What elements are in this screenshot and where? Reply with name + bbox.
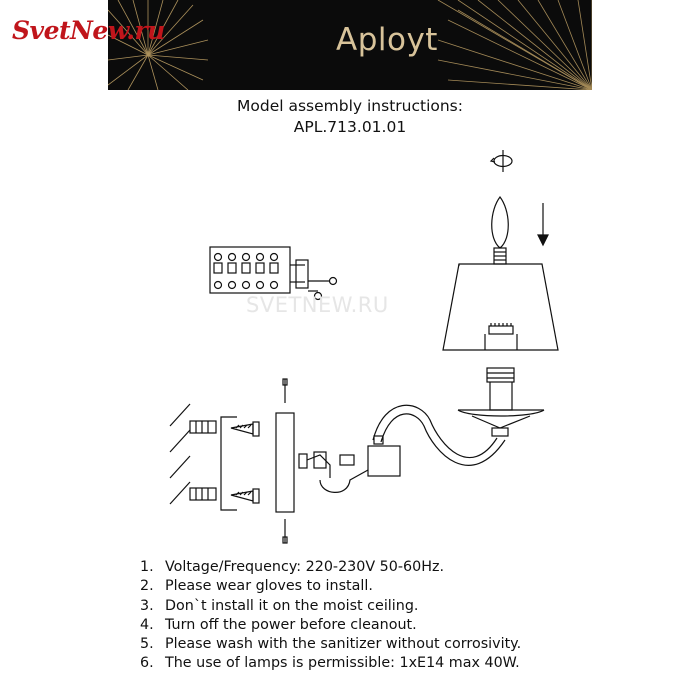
down-arrow-icon <box>538 203 548 245</box>
instructions-list <box>140 558 521 674</box>
list-item <box>140 635 521 654</box>
list-item <box>140 654 521 673</box>
item-number: 6. <box>140 655 154 672</box>
list-item <box>140 597 521 616</box>
wiring-schematic <box>210 247 337 300</box>
watermark-text: SVETNEW.RU <box>246 293 389 317</box>
list-item <box>140 616 521 635</box>
item-text: Please wash with the sanitizer without corrosivity. <box>165 636 522 653</box>
item-number: 3. <box>140 597 154 614</box>
list-item <box>140 558 521 577</box>
item-number: 5. <box>140 636 154 653</box>
wall-plate <box>276 379 307 543</box>
wire-connector <box>307 452 368 492</box>
model-number: APL.713.01.01 <box>293 118 407 136</box>
wall-anchor-bottom <box>190 488 216 500</box>
item-text: Turn off the power before cleanout. <box>165 616 417 633</box>
screw-bottom <box>231 489 259 503</box>
brand-name: Aployt <box>336 22 438 58</box>
wall-hatch <box>170 404 190 504</box>
item-text: Please wear gloves to install. <box>165 578 373 595</box>
item-text: Voltage/Frequency: 220-230V 50-60Hz. <box>165 559 445 575</box>
title-line-1: Model assembly instructions: <box>237 97 463 115</box>
item-text: Don`t install it on the moist ceiling. <box>165 597 419 614</box>
list-item <box>140 577 521 596</box>
item-number: 4. <box>140 616 154 633</box>
item-number: 1. <box>140 559 154 575</box>
bulb-icon <box>492 197 509 264</box>
wall-anchor-top <box>190 421 216 433</box>
item-text: The use of lamps is permissible: 1xE14 max 40W. <box>165 655 520 672</box>
lamp-shade <box>443 264 558 350</box>
rotate-icon <box>491 150 512 172</box>
lamp-socket <box>458 368 544 436</box>
item-number: 2. <box>140 578 154 595</box>
site-logo[interactable]: SvetNew.ru <box>12 16 165 45</box>
screw-top <box>231 422 259 436</box>
